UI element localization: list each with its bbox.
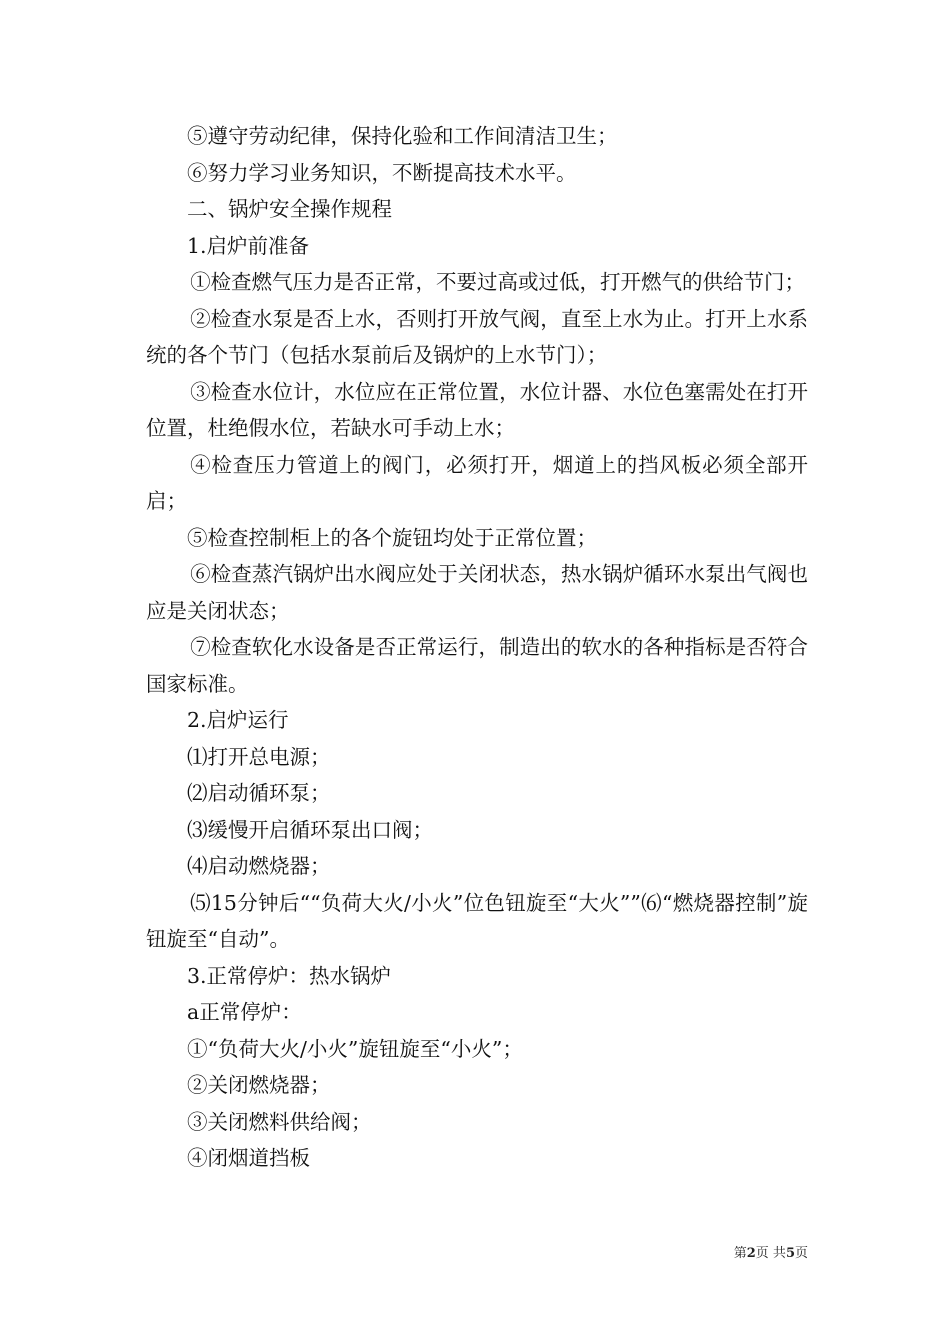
paragraph-8: ④检查压力管道上的阀门，必须打开，烟道上的挡风板必须全部开启； [146,452,808,513]
paragraph-16: ⑷启动燃烧器； [187,854,331,878]
paragraph-5: ①检查燃气压力是否正常，不要过高或过低，打开燃气的供给节门； [190,270,806,294]
subsection-heading-2: 2.启炉运行 [187,708,289,732]
document-body [146,118,808,1177]
footer-suffix: 页 [794,1246,808,1261]
paragraph-17: ⑸15分钟后““负荷大火/小火”位色钮旋至“大火””⑹“燃烧器控制”旋钮旋至“自动”。 [146,890,808,951]
paragraph-20: ①“负荷大火/小火”旋钮旋至“小火”； [187,1036,523,1061]
paragraph-23: ④闭烟道挡板 [187,1146,310,1170]
subsection-heading-3: 3.正常停炉：热水锅炉 [187,963,392,988]
footer-prefix: 第 [733,1246,747,1261]
footer-page-number: 2 [746,1246,756,1261]
paragraph-15: ⑶缓慢开启循环泵出口阀； [187,817,433,842]
paragraph-11: ⑦检查软化水设备是否正常运行，制造出的软水的各种指标是否符合国家标准。 [146,635,808,696]
paragraph-14: ⑵启动循环泵； [187,781,331,805]
paragraph-7: ③检查水位计，水位应在正常位置，水位计器、水位色塞需处在打开位置，杜绝假水位，若缺水可手动上水； [146,379,808,440]
footer-middle: 页 共 [755,1246,786,1261]
subsection-heading-1: 1.启炉前准备 [187,233,310,258]
page-footer [734,1246,808,1262]
section-heading: 二、锅炉安全操作规程 [187,197,392,221]
paragraph-9: ⑤检查控制柜上的各个旋钮均处于正常位置； [187,525,597,550]
paragraph-2: ⑥努力学习业务知识，不断提高技术水平。 [187,160,577,185]
paragraph-21: ②关闭燃烧器； [187,1073,331,1097]
paragraph-1: ⑤遵守劳动纪律，保持化验和工作间清洁卫生； [187,124,618,148]
paragraph-19: a正常停炉： [187,1000,302,1024]
paragraph-22: ③关闭燃料供给阀； [187,1109,372,1134]
paragraph-13: ⑴打开总电源； [187,744,331,769]
paragraph-10: ⑥检查蒸汽锅炉出水阀应处于关闭状态，热水锅炉循环水泵出气阀也应是关闭状态； [146,562,808,623]
paragraph-6: ②检查水泵是否上水，否则打开放气阀，直至上水为止。打开上水系统的各个节门（包括水泵前后及锅炉的上水节门）； [146,306,808,367]
footer-total-pages: 5 [785,1246,795,1261]
